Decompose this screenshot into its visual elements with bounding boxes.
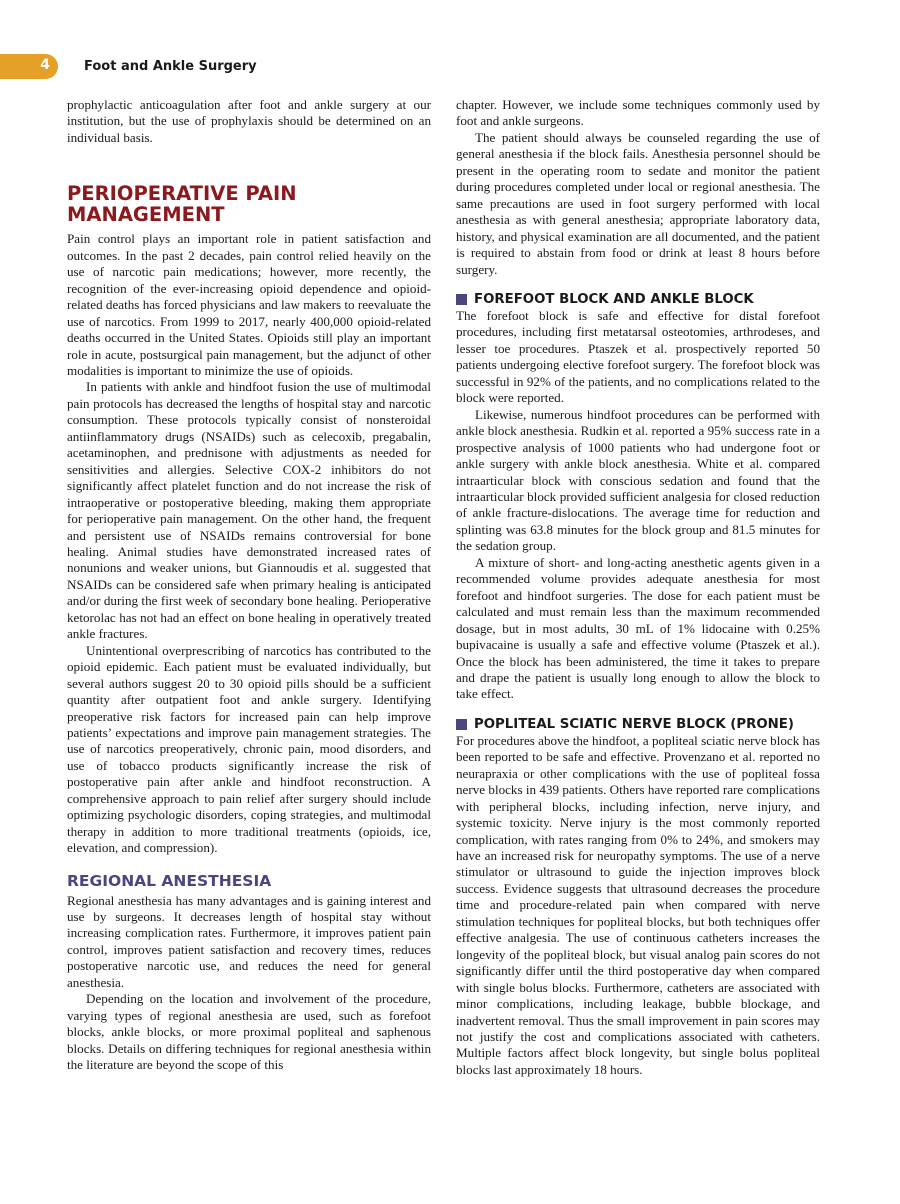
subheading-text: POPLITEAL SCIATIC NERVE BLOCK (PRONE) (474, 716, 794, 732)
intro-paragraph: prophylactic anticoagulation after foot and ankle surgery at our institution, but the use of prophylaxis should be determined on an individual basis. (67, 97, 431, 145)
paragraph: Pain control plays an important role in patient satisfaction and outcomes. In the past 2 decades, pain control relied heavily on the use of narcotic pain medications; however, more recently, the recognition of the ever-increasing opioid dependence and opioid-related deaths has forced physicians and law makers to reevaluate the use of narcotics. From 1999 to 2017, nearly 400,000 opioid-related deaths occurred in the United States. Opioids still play an important role in acute, postsurgical pain management, but the adjunct of other modalities is important to minimize the use of opioids. (67, 231, 431, 378)
paragraph: The forefoot block is safe and effective for distal forefoot procedures, including first metatarsal osteotomies, arthrodeses, and lesser toe procedures. Ptaszek et al. prospectively reported 50 patients undergoing elective forefoot surgery. The forefoot block was successful in 92% of the patients, and no complications related to the block were reported. (456, 307, 820, 406)
subheading-text: FOREFOOT BLOCK AND ANKLE BLOCK (474, 291, 754, 307)
paragraph: Unintentional overprescribing of narcotics has contributed to the opioid epidemic. Each patient must be evaluated individually, but several authors suggest 20 to 30 opioid pills should be a sufficient quantity after outpatient foot and ankle surgery. Identifying preoperative risk factors for increased pain can help improve patients’ expectations and improve pain management strategies. The use of narcotics preoperatively, chronic pain, mood disorders, and use of tobacco products significantly increase the risk of postoperative pain after ankle and hindfoot reconstruction. A comprehensive approach to pain relief after surgery should include optimizing psychologic disorders, coping strategies, and multimodal therapy in addition to more traditional treatments (opioids, ice, elevation, and compression). (67, 642, 431, 856)
paragraph: Depending on the location and involvement of the procedure, varying types of regional anesthesia are used, such as forefoot blocks, ankle blocks, or more proximal popliteal and saphenous blocks. Details on differing techniques for regional anesthesia within the literature are beyond the scope of this (67, 991, 431, 1073)
subheading-forefoot-block (456, 291, 820, 308)
subheading-popliteal-block (456, 716, 820, 733)
paragraph: chapter. However, we include some techniques commonly used by foot and ankle surgeons. (456, 97, 820, 129)
right-column (456, 97, 820, 1078)
paragraph: The patient should always be counseled regarding the use of general anesthesia if the block fails. Anesthesia personnel should be present in the operating room to sedate and monitor the patient during procedures completed under local or regional anesthesia. The same precautions are used in foot surgery performed with local anesthesia as with general anesthesia; appropriate laboratory data, history, and physical examination are all documented, and the patient is required to abstain from food or drink at least 8 hours before surgery. (456, 129, 820, 277)
square-bullet-icon (456, 719, 467, 730)
subsection-heading-regional-anesthesia: REGIONAL ANESTHESIA (67, 871, 272, 890)
page-header (0, 54, 900, 79)
left-column (67, 97, 431, 1074)
paragraph: Likewise, numerous hindfoot procedures can be performed with ankle block anesthesia. Rudkin et al. reported a 95% success rate in a prospective analysis of 1000 patients who had undergone foot or ankle surgery with ankle block anesthesia. White et al. compared intraarticular block with conscious sedation and found that the intraarticular block provided sufficient analgesia for closed reduction of ankle fracture-dislocations. The average time for reduction and splinting was 63.8 minutes for the block group and 81.5 minutes for the sedation group. (456, 406, 820, 554)
paragraph: Regional anesthesia has many advantages and is gaining interest and use by surgeons. It decreases length of hospital stay without increasing complication rates. Furthermore, it improves patient pain control, improves patient satisfaction and recovery times, reduces postoperative narcotic use, and reduces the need for general anesthesia. (67, 892, 431, 990)
paragraph: In patients with ankle and hindfoot fusion the use of multimodal pain protocols has decreased the lengths of hospital stay and narcotic consumption. These protocols typically consist of nonsteroidal antiinflammatory drugs (NSAIDs) such as celecoxib, pregabalin, acetaminophen, and prednisone with adjustments as needed for sensitivities and allergies. Selective COX-2 inhibitors do not significantly affect platelet function and do not increase the risk of intraoperative or postoperative bleeding, making them appropriate for perioperative pain management. On the other hand, the frequent and persistent use of NSAIDs remains controversial for bone healing. Animal studies have demonstrated increased rates of nonunions and weaker unions, but Giannoudis et al. suggested that NSAIDs can be considered safe when primary healing is anticipated and/or during the first week of secondary bone healing. Perioperative ketorolac has not had an effect on bone healing in operatively treated ankle fractures. (67, 379, 431, 642)
running-head: Foot and Ankle Surgery (84, 59, 257, 74)
square-bullet-icon (456, 294, 467, 305)
page-number-tab (0, 54, 58, 79)
paragraph: For procedures above the hindfoot, a popliteal sciatic nerve block has been reported to be safe and effective. Provenzano et al. reported no neurapraxia or other complications with the use of popliteal fossa nerve blocks in 439 patients. Others have reported rare complications with peripheral blocks, including infection, nerve injury, and systemic toxicity. Nerve injury is the most commonly reported complication, with rates ranging from 0% to 24%, and smokers may have an increased risk for neuropathy symptoms. The use of a nerve stimulator or ultrasound to guide the injection improves block success. Evidence suggests that ultrasound decreases the procedure time and procedure-related pain when compared with nerve stimulation techniques for popliteal blocks, but both techniques offer effective analgesia. The use of continuous catheters increases the longevity of the popliteal block, but visual analog pain scores do not significantly differ until the third postoperative day when compared with single bolus blocks. Furthermore, catheters are associated with minor complications, including leakage, bubble blockage, and inadvertent removal. Thus the small improvement in pain scores may not justify the cost and complications associated with catheters. Multiple factors affect block longevity, but single bolus popliteal blocks last approximately 18 hours. (456, 732, 820, 1077)
page-number: 4 (40, 57, 50, 73)
section-heading-pain-management: PERIOPERATIVE PAIN MANAGEMENT (67, 182, 297, 227)
paragraph: A mixture of short- and long-acting anesthetic agents given in a recommended volume provides adequate anesthesia for most forefoot and hindfoot surgeries. The dose for each patient must be calculated and must remain less than the maximum recommended dosage, but in most adults, 30 mL of 1% lidocaine with 0.25% bupivacaine is usually a safe and effective volume (Ptaszek et al.). Once the block has been administered, the time it takes to prepare and drape the patient is usually long enough to allow the block to take effect. (456, 554, 820, 702)
